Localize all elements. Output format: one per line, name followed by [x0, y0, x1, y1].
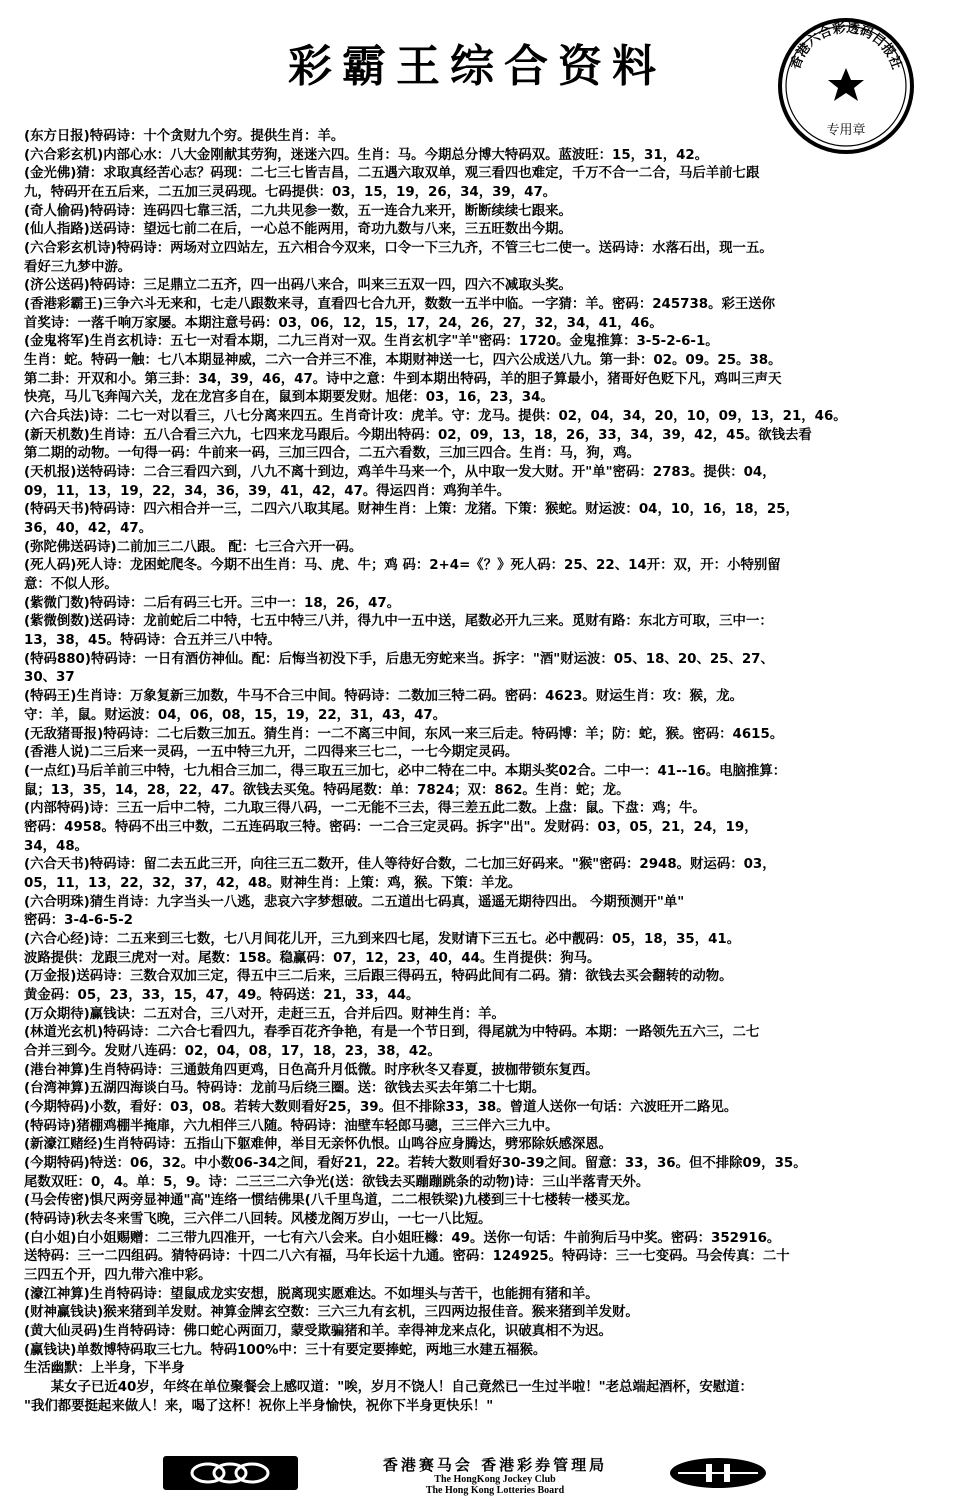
content-line: (六合彩玄机诗)特码诗：两场对立四站左，五六相合今双来，口令一下三九齐，不管三七二使一。送码诗：水落石出，现一五。	[24, 241, 773, 257]
svg-text:香港六合彩透码日报社	[787, 20, 904, 71]
content-line: 守：羊，鼠。财运波：04，06，08，15，19，22，31，43，47。	[24, 707, 447, 723]
content-line: (六合兵法)诗：二七一对以看三，八七分离来四五。生肖奇计攻：虎羊。守：龙马。提供：02，04，34，20，10，09，13，21，46。	[24, 409, 847, 425]
content-line: 34，48。	[24, 838, 89, 854]
content-line: (六合心经)诗：二五来到三七数，七八月间花儿开，三九到来四七尾，发财请下三五七。必中靓码：05，18，35，41。	[24, 931, 741, 947]
content-line: (黄大仙灵码)生肖特码诗：佛口蛇心两面刀，蒙受欺骗猪和羊。幸得神龙来点化，识破真相不为迟。	[24, 1324, 613, 1339]
star-icon	[828, 68, 864, 101]
content-line: (六合彩玄机)内部心水：八大金刚献其劳狗，迷迷六四。生肖：马。今期总分博大特码双。蓝波旺：15，31，42。	[24, 147, 709, 163]
jockey-club-logo	[163, 1456, 298, 1490]
content-body	[24, 128, 939, 1416]
content-line: (仙人指路)送码诗：望远七前二在后，一心总不能两用，奇功九数与八来，三五旺数出今期。	[24, 222, 572, 238]
content-line: (特码诗)秋去冬来雪飞晚，三六伴二八回转。风楼龙阁万岁山，一七一八比短。	[24, 1211, 492, 1227]
content-line: 生肖：蛇。特码一触：七八本期显神威，二六一合并三不准，本期财神送一七，四六公成送八九。第一卦：02。09。25。38。	[24, 353, 782, 369]
content-line: (弥陀佛送码诗)二前加三二八跟。 配：七三合六开一码。	[24, 539, 363, 555]
content-line: (六合天书)特码诗：留二去五此三开，向往三五二数开，佳人等待好合数，二七加三好码来。"猴"密码：2948。财运码：03，	[24, 857, 776, 873]
content-line: 生活幽默：上半身，下半身	[24, 1361, 185, 1377]
content-line: (台湾神算)五湖四海谈白马。特码诗：龙前马后绕三圈。送：欲钱去买去年第二十七期。	[24, 1081, 546, 1097]
lotteries-board-logo	[668, 1456, 768, 1490]
footer	[0, 1452, 954, 1498]
content-line: 九，特码开在五后来，二五加三灵码现。七码提供：03，15，19，26，34，39，47。	[24, 185, 557, 201]
content-line: (东方日报)特码诗：十个贪财九个穷。提供生肖：羊。	[24, 129, 345, 144]
content-line: 13，38，45。特码诗：合五并三八中特。	[24, 633, 281, 649]
content-line: 送特码：三一二四组码。猜特码诗：十四二八六有福，马年长运十九通。密码：124925。特码诗：三一七变码。马会传真：二十	[24, 1249, 790, 1265]
content-line: (奇人偷码)特码诗：连码四七靠三活，二九共见参一数，五一连合九来开，断断续续七跟来。	[24, 203, 572, 219]
footer-jockey-club-en: The HongKong Jockey Club	[434, 1474, 556, 1485]
content-line: (马会传密)惧尺两旁显神通"高"连络一惯结佛果(八千里鸟道，二二根铁梁)九楼到三十七楼转一楼买龙。	[24, 1193, 639, 1209]
content-line: (新濠江赌经)生肖特码诗：五指山下躯难伸，举目无亲怀仇恨。山鸣谷应身腾达，劈邪除妖感深恩。	[24, 1137, 613, 1153]
content-line: 看好三九梦中游。	[24, 259, 132, 275]
content-line: (特码880)特码诗：一日有酒仿神仙。配：后悔当初没下手，后患无穷蛇来当。拆字："酒"财运波：05、18、20、25、27、	[24, 651, 774, 667]
content-line: (六合明珠)猜生肖诗：九字当头一八逃，悲哀六字梦想破。二五道出七码真，遥遥无期待四出。 今期预测开"单"	[24, 894, 685, 910]
content-line: (今期特码)特送：06，32。中小数06-34之间，看好21，22。若转大数则看好30-39之间。留意：33，36。但不排除09，35。	[24, 1155, 807, 1171]
content-line: (无敌猪哥报)特码诗：二七后数三加五。猜生肖：一二不离三中间，东风一来三后走。特码博：羊；防：蛇，猴。密码：4615。	[24, 726, 784, 742]
content-line: (香港彩霸王)三争六斗无来和，七走八跟数来寻，直看四七合九开，数数一五半中临。一字猜：羊。密码：245738。彩王送你	[24, 297, 776, 313]
content-line: 密码：4958。特码不出三中数，二五连码取三特。密码：一二合三定灵码。拆字"出"。发财码：03，05，21，24，19，	[24, 819, 758, 835]
content-line: 某女子已近40岁，年终在单位聚餐会上感叹道："唉，岁月不饶人！自己竟然已一生过半啦！"老总端起酒杯，安慰道：	[24, 1380, 753, 1396]
content-line: 第二卦：开双和小。第三卦：34，39，46，47。诗中之意：牛到本期出特码，羊的胆子算最小，猪哥好色贬下凡，鸡叫三声天	[24, 371, 782, 387]
content-line: (港台神算)生肖特码诗：三通鼓角四更鸡，日色高升月低微。时序秋冬又春夏，披枷带锁东复西。	[24, 1062, 599, 1078]
content-line: 快亮，马儿飞奔闯六关，龙在龙宫多自在，鼠到本期要发财。旭佬：03，16，23，34。	[24, 390, 554, 406]
content-line: 波路提供：龙跟三虎对一对。尾数：158。稳赢码：07，12，23，40，44。生肖提供：狗马。	[24, 950, 601, 966]
content-line: 第二期的动物。一句得一码：牛前来一码，三加三四合，二五六看数，三加三四合。生肖：马，狗，鸡。	[24, 446, 640, 462]
footer-lotteries-board-en: The Hong Kong Lotteries Board	[425, 1485, 565, 1496]
content-line: 36，40，42，47。	[24, 521, 153, 537]
seal-ring-text: 香港六合彩透码日报社	[788, 20, 904, 72]
content-line: (白小姐)白小姐赐赠：二三带九四准开，一七有六八会来。白小姐旺橼：49。送你一句话：牛前狗后马中奖。密码：352916。	[24, 1230, 781, 1246]
content-line: (特码天书)特码诗：四六相合并一三，二四六八取其尾。财神生肖：上策：龙猪。下策：猴蛇。财运波：04，10，16，18，25，	[24, 502, 799, 518]
content-line: (金鬼将军)生肖玄机诗：五七一对看本期，二九三肖对一双。生肖玄机字"羊"密码：1720。金鬼推算：3-5-2-6-1。	[24, 334, 719, 350]
content-line: 尾数双旺：0，4。单：5，9。诗：二三三二六争光(送：欲钱去买蹦蹦跳条的动物)诗：三山半落青天外。	[24, 1174, 650, 1190]
page-title: 彩霸王综合资料	[288, 41, 666, 92]
content-line: (香港人说)二三后来一灵码，一五中特三九开，二四得来三七二，一七今期定灵码。	[24, 745, 519, 761]
footer-title-cn: 香港赛马会 香港彩券管理局	[382, 1456, 608, 1474]
content-line: 意：不似人形。	[24, 577, 118, 593]
content-line: (万金报)送码诗：三数合双加三定，得五中三二后来，三后跟三得码五，特码此间有二码。猜：欲钱去买会翻转的动物。	[24, 969, 733, 985]
content-line: 合并三到今。发财八连码：02，04，08，17，18，23，38，42。	[24, 1043, 441, 1059]
content-line: 05，11，13，22，32，37，42，48。财神生肖：上策：鸡，猴。下策：羊龙。	[24, 875, 522, 891]
content-line: "我们都要挺起来做人！来，喝了这杯！祝你上半身愉快，祝你下半身更快乐！"	[24, 1398, 494, 1414]
content-line: (特码王)生肖诗：万象复新三加数，牛马不合三中间。特码诗：二数加三特二码。密码：4623。财运生肖：攻：猴，龙。	[24, 689, 744, 705]
content-line: (济公送码)特码诗：三足鼎立二五齐，四一出码八来合，叫来三五双一四，四六不减取头奖。	[24, 278, 572, 294]
content-line: (林道光玄机)特码诗：二六合七看四九，春季百花齐争艳，有是一个节日到，得尾就为中特码。本期：一路领先五六三，二七	[24, 1025, 760, 1041]
footer-organization	[330, 1456, 660, 1496]
content-line: 09，11，13，19，22，34，36，39，41，42，47。得运四肖：鸡狗羊牛。	[24, 483, 511, 499]
content-line: (内部特码)诗：三五一后中二特，二九取三得八码，一二无能不三去，得三差五此二数。上盘：鼠。下盘：鸡；牛。	[24, 801, 706, 817]
content-line: (赢钱诀)单数博特码取三七九。特码100%中：三十有要定要捧蛇，两地三水建五福猴。	[24, 1342, 547, 1358]
content-line: 首奖诗：一落千响万家屡。本期注意号码：03，06，12，15，17，24，26，27，32，34，41，46。	[24, 315, 663, 331]
content-line: (金光佛)猜：求取真经苦心志？码现：二七三七皆吉昌，二五遇六取双单，观三看四也难定，千万不合一二合，马后羊前七跟	[24, 166, 760, 182]
content-line: (死人码)死人诗：龙困蛇爬冬。今期不出生肖：马、虎、牛；鸡 码：2+4=《？》死人码：25、22、14开：双，开：小特别留	[24, 558, 781, 574]
content-line: (万众期待)赢钱诀：二五对合，三八对开，走赶三五，合并后四。财神生肖：羊。	[24, 1006, 505, 1022]
content-line: 三四五个开，四九带六准中彩。	[24, 1267, 212, 1283]
content-line: 30、37	[24, 670, 75, 686]
content-line: (特码诗)猪棚鸡棚半掩扉，六九相伴三八随。特码诗：油壁车轻郎马骢，三三伴六三九中。	[24, 1118, 559, 1134]
content-line: (财神赢钱诀)猴来猪到羊发财。神算金牌玄空数：三六三九有玄机，三四两边报佳音。猴来猪到羊发财。	[24, 1305, 639, 1321]
seal-label: 专用章	[826, 123, 866, 138]
content-line: 密码：3-4-6-5-2	[24, 913, 133, 929]
content-line: 鼠；13，35，14，28，22，47。欲钱去买兔。特码尾数：单：7824；双：862。生肖：蛇；龙。	[24, 782, 630, 798]
content-line: (新天机数)生肖诗：五八合看三六九，七四来龙马跟后。今期出特码：02，09，13，18，26，33，34，39，42，45。欲钱去看	[24, 427, 812, 443]
content-line: (紫微倒数)送码诗：龙前蛇后二中特，七五中特三八并，得九中一五中送，尾数必开九三来。觅财有路：东北方可取，三中一：	[24, 614, 773, 630]
content-line: (紫微门数)特码诗：二后有码三七开。三中一：18，26，47。	[24, 595, 401, 611]
content-line: 黄金码：05，23，33，15，47，49。特码送：21，33，44。	[24, 987, 420, 1003]
content-line: (天机报)送特码诗：二合三看四六到，八九不离十到边，鸡羊牛马来一个，从中取一发大财。开"单"密码：2783。提供：04，	[24, 465, 776, 481]
content-line: (濠江神算)生肖特码诗：望鼠成龙实安想，脱离现实愿难达。不如埋头与苦干，也能拥有猪和羊。	[24, 1286, 599, 1302]
content-line: (一点红)马后羊前三中特，七九相合三加二，得三取五三加七，必中二特在二中。本期头奖02合。二中一：41--16。电脑推算：	[24, 763, 787, 779]
content-line: (今期特码)小数，看好：03，08。若转大数则看好25，39。但不排除33，38。曾道人送你一句话：六波旺开二路见。	[24, 1099, 738, 1115]
